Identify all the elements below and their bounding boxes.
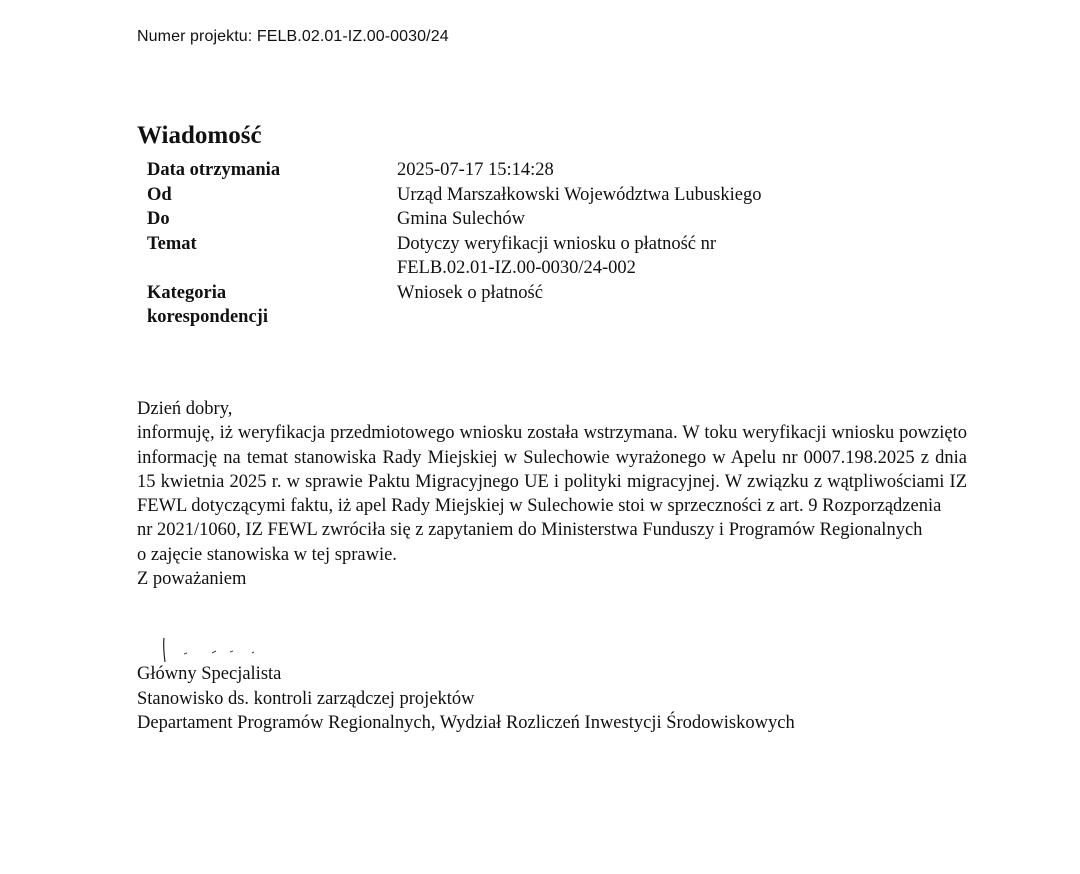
signer-unit: Stanowisko ds. kontroli zarządczej projektów	[137, 688, 475, 709]
meta-value-category: Wniosek o płatność	[397, 282, 543, 303]
subject-line-1: Dotyczy weryfikacji wniosku o płatność nr	[397, 233, 717, 254]
project-number: Numer projektu: FELB.02.01-IZ.00-0030/24	[137, 28, 449, 45]
message-metadata	[147, 158, 907, 330]
category-label-line-1: Kategoria	[147, 282, 227, 303]
meta-row-subject	[147, 232, 907, 281]
meta-row-to	[147, 207, 907, 232]
message-title: Wiadomość	[137, 122, 262, 149]
meta-value-subject	[397, 232, 907, 281]
body-paragraph-2: nr 2021/1060, IZ FEWL zwróciła się z zapytaniem do Ministerstwa Funduszy i Programów Regionalnych	[137, 520, 923, 541]
greeting: Dzień dobry,	[137, 399, 233, 419]
meta-row-category	[147, 281, 907, 330]
closing: Z poważaniem	[137, 569, 247, 590]
meta-label-category	[147, 281, 397, 330]
meta-row-from	[147, 183, 907, 208]
subject-line-2: FELB.02.01-IZ.00-0030/24-002	[397, 258, 636, 278]
signer-position: Główny Specjalista	[137, 664, 282, 684]
meta-value-date: 2025-07-17 15:14:28	[397, 160, 554, 180]
meta-value-from: Urząd Marszałkowski Województwa Lubuskiego	[397, 184, 762, 205]
body-paragraph-3: o zajęcie stanowiska w tej sprawie.	[137, 544, 397, 565]
meta-label-date: Data otrzymania	[147, 160, 281, 180]
meta-label-subject: Temat	[147, 233, 197, 254]
body-paragraph-1: informuję, iż weryfikacja przedmiotowego wniosku została wstrzymana. W toku weryfikacji wniosku powzięto informację na temat stanowiska Rady Miejskiej w Sulechowie wyrażonego w Apelu nr 0007.198.2025 z dnia 15 kwietnia 2025 r. w sprawie Paktu Migracyjnego UE i polityki migracyjnej. W związku z wątpliwościami IZ FEWL dotyczącymi faktu, iż apel Rady Miejskiej w Sulechowie stoi w sprzeczności z art. 9 Rozporządzenia	[137, 423, 967, 517]
meta-label-to: Do	[147, 209, 170, 229]
category-label-line-2: korespondencji	[147, 307, 268, 327]
signer-department: Departament Programów Regionalnych, Wydział Rozliczeń Inwestycji Środowiskowych	[137, 713, 795, 733]
meta-value-to: Gmina Sulechów	[397, 209, 525, 229]
meta-row-date	[147, 158, 907, 183]
signature-block	[137, 662, 795, 736]
meta-label-from: Od	[147, 184, 172, 205]
message-body	[137, 397, 967, 591]
